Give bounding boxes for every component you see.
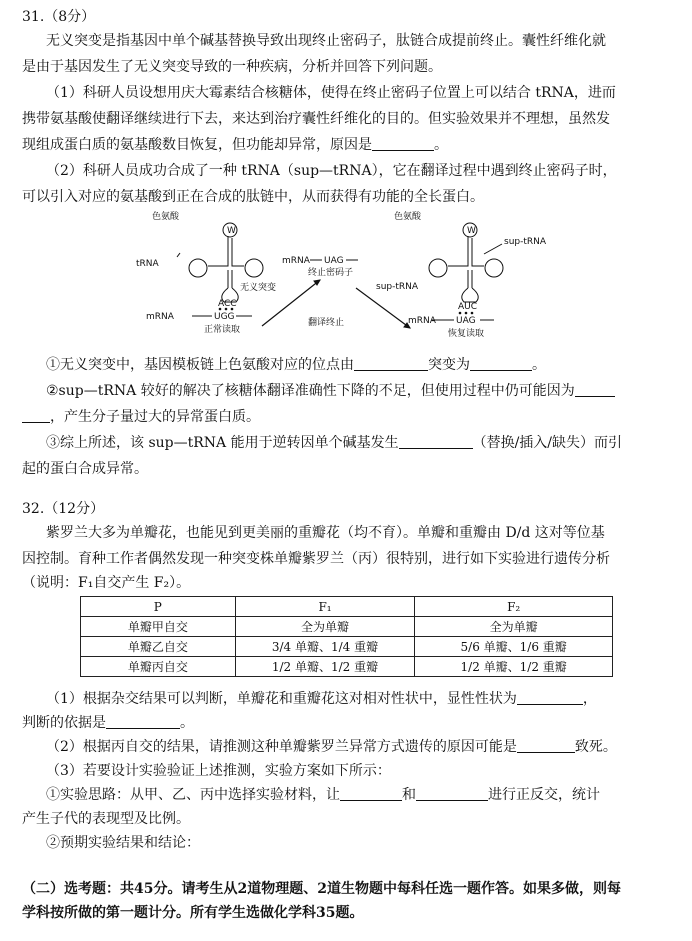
q31-intro-line1: 无义突变是指基因中单个碱基替换导致出现终止密码子，肽链合成提前终止。囊性纤维化就	[46, 33, 606, 49]
table-row	[81, 637, 613, 657]
q31-sub3-mid: （替换/插入/缺失）而引	[472, 435, 623, 451]
answer-blank[interactable]	[354, 357, 428, 371]
right-trna-d-loop	[429, 259, 447, 277]
q31-part1-end: 。	[434, 137, 448, 153]
table-cell: 全为单瓣	[415, 617, 613, 637]
q31-intro-line2: 是由于基因发生了无义突变导致的一种疾病，分析并回答下列问题。	[22, 59, 442, 75]
q32-part1-line1	[46, 690, 670, 708]
q31-sub1-end: 。	[532, 357, 546, 373]
answer-blank[interactable]	[372, 137, 434, 151]
table-cell: 单瓣甲自交	[81, 617, 236, 637]
nonsense-mutation-label: 无义突变	[240, 283, 277, 293]
q31-part1-line1: （1）科研人员设想用庆大霉素结合核糖体，使得在终止密码子位置上可以结合 tRNA，进而	[46, 85, 616, 101]
q31-part2-line1: （2）科研人员成功合成了一种 tRNA（sup—tRNA），它在翻译过程中遇到终止密码子时，	[46, 163, 617, 179]
q31-part1-text: 现组成蛋白质的氨基酸数目恢复，但功能却异常，原因是	[22, 137, 372, 153]
right-trna-t-loop	[485, 259, 503, 277]
q32-part3-idea-mid: 进行正反交，统计	[488, 787, 600, 803]
section2-line1: （二）选考题：共45分。请考生从2道物理题、2道生物题中每科任选一题作答。如果多做，则每	[22, 881, 621, 897]
q32-part3-idea-text: ①实验思路：从甲、乙、丙中选择实验材料，让	[46, 787, 340, 803]
table-row	[81, 657, 613, 677]
q31-sub3-text: ③综上所述，该 sup—tRNA 能用于逆转因单个碱基发生	[46, 435, 399, 451]
q32-part2-text: （2）根据丙自交的结果，请推测这种单瓣紫罗兰异常方式遗传的原因可能是	[46, 739, 517, 755]
q32-part1-end: 。	[180, 715, 194, 731]
q32-part3-idea-line1	[46, 786, 670, 804]
sup-trna-diagram	[132, 208, 562, 348]
stop-codon-label: 终止密码子	[308, 268, 354, 278]
q32-part3-expected: ②预期实验结果和结论：	[46, 835, 200, 851]
answer-blank[interactable]	[106, 715, 180, 729]
q32-part1-basis: 判断的依据是	[22, 715, 106, 731]
q31-part1-line3	[22, 136, 670, 154]
right-mrna-label: mRNA	[408, 316, 436, 326]
right-amino-acid-label: 色氨酸	[394, 212, 422, 222]
answer-blank[interactable]	[22, 409, 50, 423]
answer-blank[interactable]	[517, 691, 583, 705]
q32-part1-line2	[22, 714, 670, 732]
sup-trna-arrow-label: sup-tRNA	[376, 282, 419, 292]
q31-sub3-line1	[46, 434, 670, 452]
q31-part1-line2: 携带氨基酸使翻译继续进行下去，来达到治疗囊性纤维化的目的。但实验效果并不理想，虽然发	[22, 111, 610, 127]
table-cell: 全为单瓣	[235, 617, 415, 637]
genetics-table	[80, 596, 613, 677]
answer-blank[interactable]	[416, 787, 488, 801]
trna-label: tRNA	[136, 259, 159, 269]
q32-part3-idea-line2: 产生子代的表现型及比例。	[22, 811, 190, 827]
translation-stop-label: 翻译终止	[308, 318, 345, 328]
q32-header: 32.（12分）	[22, 501, 105, 517]
left-mrna-label: mRNA	[146, 312, 174, 322]
middle-uag-label: UAG	[324, 256, 344, 266]
section2-line2: 学科按所做的第一题计分。所有学生选做化学科35题。	[22, 905, 364, 921]
q31-sub2-end: ，产生分子量过大的异常蛋白质。	[50, 409, 260, 425]
q32-intro-line2: 因控制。育种工作者偶然发现一种突变株单瓣紫罗兰（丙）很特别，进行如下实验进行遗传分析	[22, 551, 610, 567]
q31-header: 31.（8分）	[22, 9, 96, 25]
sup-trna-label: sup-tRNA	[504, 237, 547, 247]
q31-sub1-text: ①无义突变中，基因模板链上色氨酸对应的位点由	[46, 357, 354, 373]
q31-sub1	[46, 356, 670, 374]
q31-sub2-text: ②sup—tRNA 较好的解决了核糖体翻译准确性下降的不足，但使用过程中仍可能因为	[46, 383, 575, 399]
table-cell: 1/2 单瓣、1/2 重瓣	[235, 657, 415, 677]
q31-sub1-mid: 突变为	[428, 357, 470, 373]
q31-sub2-line2	[22, 408, 670, 426]
q32-part1-text: （1）根据杂交结果可以判断，单瓣花和重瓣花这对相对性状中，显性性状为	[46, 691, 517, 707]
table-cell: 1/2 单瓣、1/2 重瓣	[415, 657, 613, 677]
table-cell: 3/4 单瓣、1/4 重瓣	[235, 637, 415, 657]
q31-sub3-line2: 起的蛋白合成异常。	[22, 461, 148, 477]
ugg-label: UGG	[214, 312, 235, 322]
left-trna-d-loop	[189, 259, 207, 277]
table-header-p: P	[81, 597, 236, 617]
table-header-f2: F₂	[415, 597, 613, 617]
q32-part1-comma: ，	[582, 691, 597, 707]
right-uag-label: UAG	[456, 316, 476, 326]
left-w-label: W	[227, 226, 236, 236]
sup-trna-arrow	[356, 288, 410, 328]
answer-blank[interactable]	[399, 435, 473, 449]
answer-blank[interactable]	[340, 787, 402, 801]
answer-blank[interactable]	[575, 383, 615, 397]
answer-blank[interactable]	[470, 357, 532, 371]
left-amino-acid-label: 色氨酸	[152, 212, 180, 222]
q32-intro-line3: （说明：F₁自交产生 F₂）。	[22, 575, 191, 591]
right-w-label: W	[467, 226, 476, 236]
table-cell: 单瓣乙自交	[81, 637, 236, 657]
q32-part2-end: 致死。	[574, 739, 617, 755]
acc-label: ACC	[218, 299, 237, 309]
right-anticodon-loop	[462, 288, 479, 302]
q32-intro-line1: 紫罗兰大多为单瓣花，也能见到更美丽的重瓣花（均不育）。单瓣和重瓣由 D/d 这对等位基	[46, 525, 605, 541]
q32-part2	[46, 738, 670, 756]
restore-read-label: 恢复读取	[448, 329, 485, 339]
table-header-f1: F₁	[235, 597, 415, 617]
q32-part3: （3）若要设计实验验证上述推测，实验方案如下所示：	[46, 763, 391, 779]
left-trna-t-loop	[245, 259, 263, 277]
q32-part3-idea-and: 和	[402, 787, 416, 803]
q31-sub2-line1	[46, 382, 670, 400]
table-cell: 单瓣丙自交	[81, 657, 236, 677]
normal-read-label: 正常读取	[204, 325, 241, 335]
table-cell: 5/6 单瓣、1/6 重瓣	[415, 637, 613, 657]
auc-label: AUC	[458, 302, 478, 312]
q31-part2-line2: 可以引入对应的氨基酸到正在合成的肽链中，从而获得有功能的全长蛋白。	[22, 189, 484, 205]
table-header-row	[81, 597, 613, 617]
answer-blank[interactable]	[517, 739, 575, 753]
middle-mrna-label: mRNA	[282, 256, 310, 266]
table-row	[81, 617, 613, 637]
